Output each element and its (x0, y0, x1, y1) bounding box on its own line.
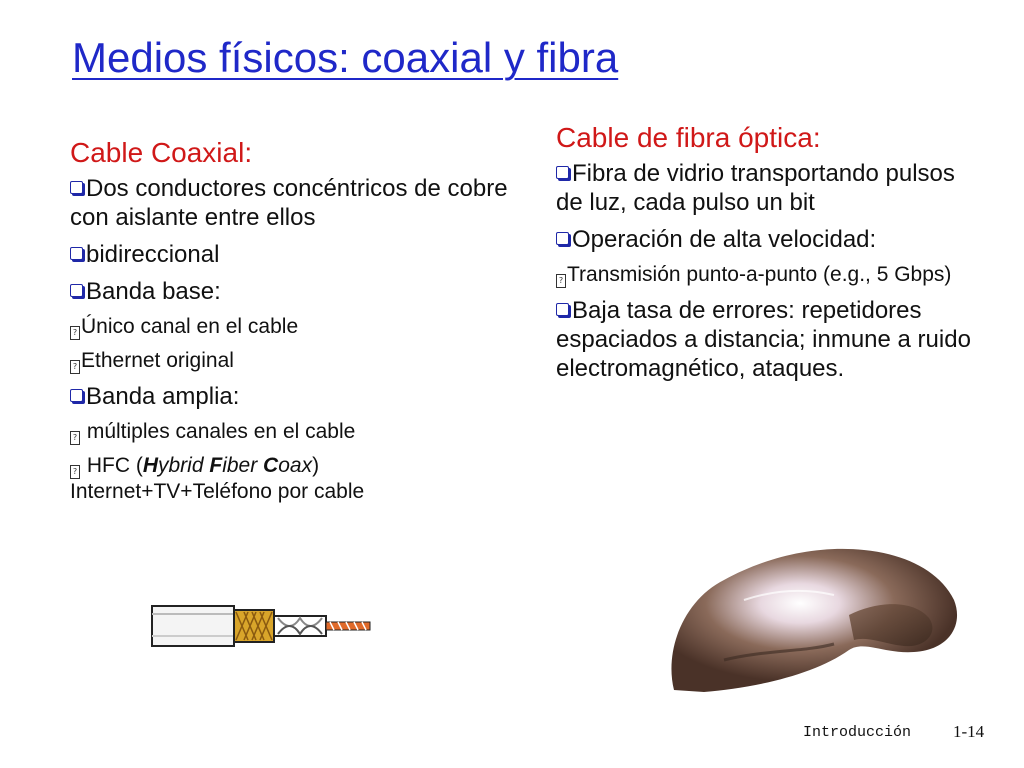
hfc-c-rest: oax (278, 454, 313, 477)
coaxial-heading: Cable Coaxial: (70, 137, 253, 168)
hfc-open: HFC ( (81, 454, 143, 477)
square-bullet-icon (556, 232, 569, 245)
missing-glyph-icon: ? (70, 431, 80, 445)
page-number: 1-14 (953, 722, 985, 741)
coaxial-item-conductors: Dos conductores concéntricos de cobre con aislante entre ellos (70, 175, 508, 231)
hfc-services: Internet+TV+Teléfono por cable (70, 480, 365, 503)
coaxial-cable-illustration (150, 600, 380, 654)
square-bullet-icon (70, 247, 83, 260)
list-subitem-hfc (70, 453, 520, 505)
list-item (556, 225, 976, 254)
square-bullet-icon (556, 303, 569, 316)
coaxial-item-bidirectional: bidireccional (86, 241, 220, 268)
missing-glyph-icon: ? (70, 326, 80, 340)
list-subitem (70, 348, 520, 374)
fiber-item-low-error: Baja tasa de errores: repetidores espaciados a distancia; inmune a ruido electromagnético, ataques. (556, 297, 971, 382)
fiber-item-glass: Fibra de vidrio transportando pulsos de luz, cada pulso un bit (556, 160, 955, 216)
square-bullet-icon (70, 181, 83, 194)
coaxial-section (70, 136, 520, 513)
hfc-close: ) (312, 454, 320, 477)
hfc-h-rest: ybrid (158, 454, 210, 477)
baseband-single-channel: Único canal en el cable (81, 315, 299, 338)
missing-glyph-icon: ? (70, 465, 80, 479)
hfc-c: C (263, 454, 279, 477)
list-item (556, 296, 976, 383)
square-bullet-icon (556, 166, 569, 179)
fiber-section (556, 121, 976, 391)
fiber-item-speed: Operación de alta velocidad: (572, 226, 877, 253)
baseband-ethernet: Ethernet original (81, 349, 234, 372)
missing-glyph-icon: ? (70, 360, 80, 374)
list-item (70, 240, 520, 269)
hfc-h: H (142, 454, 158, 477)
fiber-heading: Cable de fibra óptica: (556, 122, 821, 153)
list-item (556, 159, 976, 217)
hfc-f: F (209, 454, 223, 477)
slide-title: Medios físicos: coaxial y fibra (72, 34, 619, 81)
fiber-optic-photo (664, 540, 964, 692)
list-subitem (70, 314, 520, 340)
hfc-f-rest: iber (222, 454, 264, 477)
list-item (70, 277, 520, 306)
list-item (70, 174, 520, 232)
broadband-multiple-channels: múltiples canales en el cable (81, 420, 356, 443)
list-subitem (556, 262, 976, 288)
coaxial-item-baseband: Banda base: (86, 278, 221, 305)
list-subitem (70, 419, 520, 445)
square-bullet-icon (70, 389, 83, 402)
fiber-point-to-point: Transmisión punto-a-punto (e.g., 5 Gbps) (567, 263, 952, 286)
list-item (70, 382, 520, 411)
square-bullet-icon (70, 284, 83, 297)
footer-section-label: Introducción (803, 724, 912, 741)
missing-glyph-icon: ? (556, 274, 566, 288)
coaxial-item-broadband: Banda amplia: (86, 383, 240, 410)
